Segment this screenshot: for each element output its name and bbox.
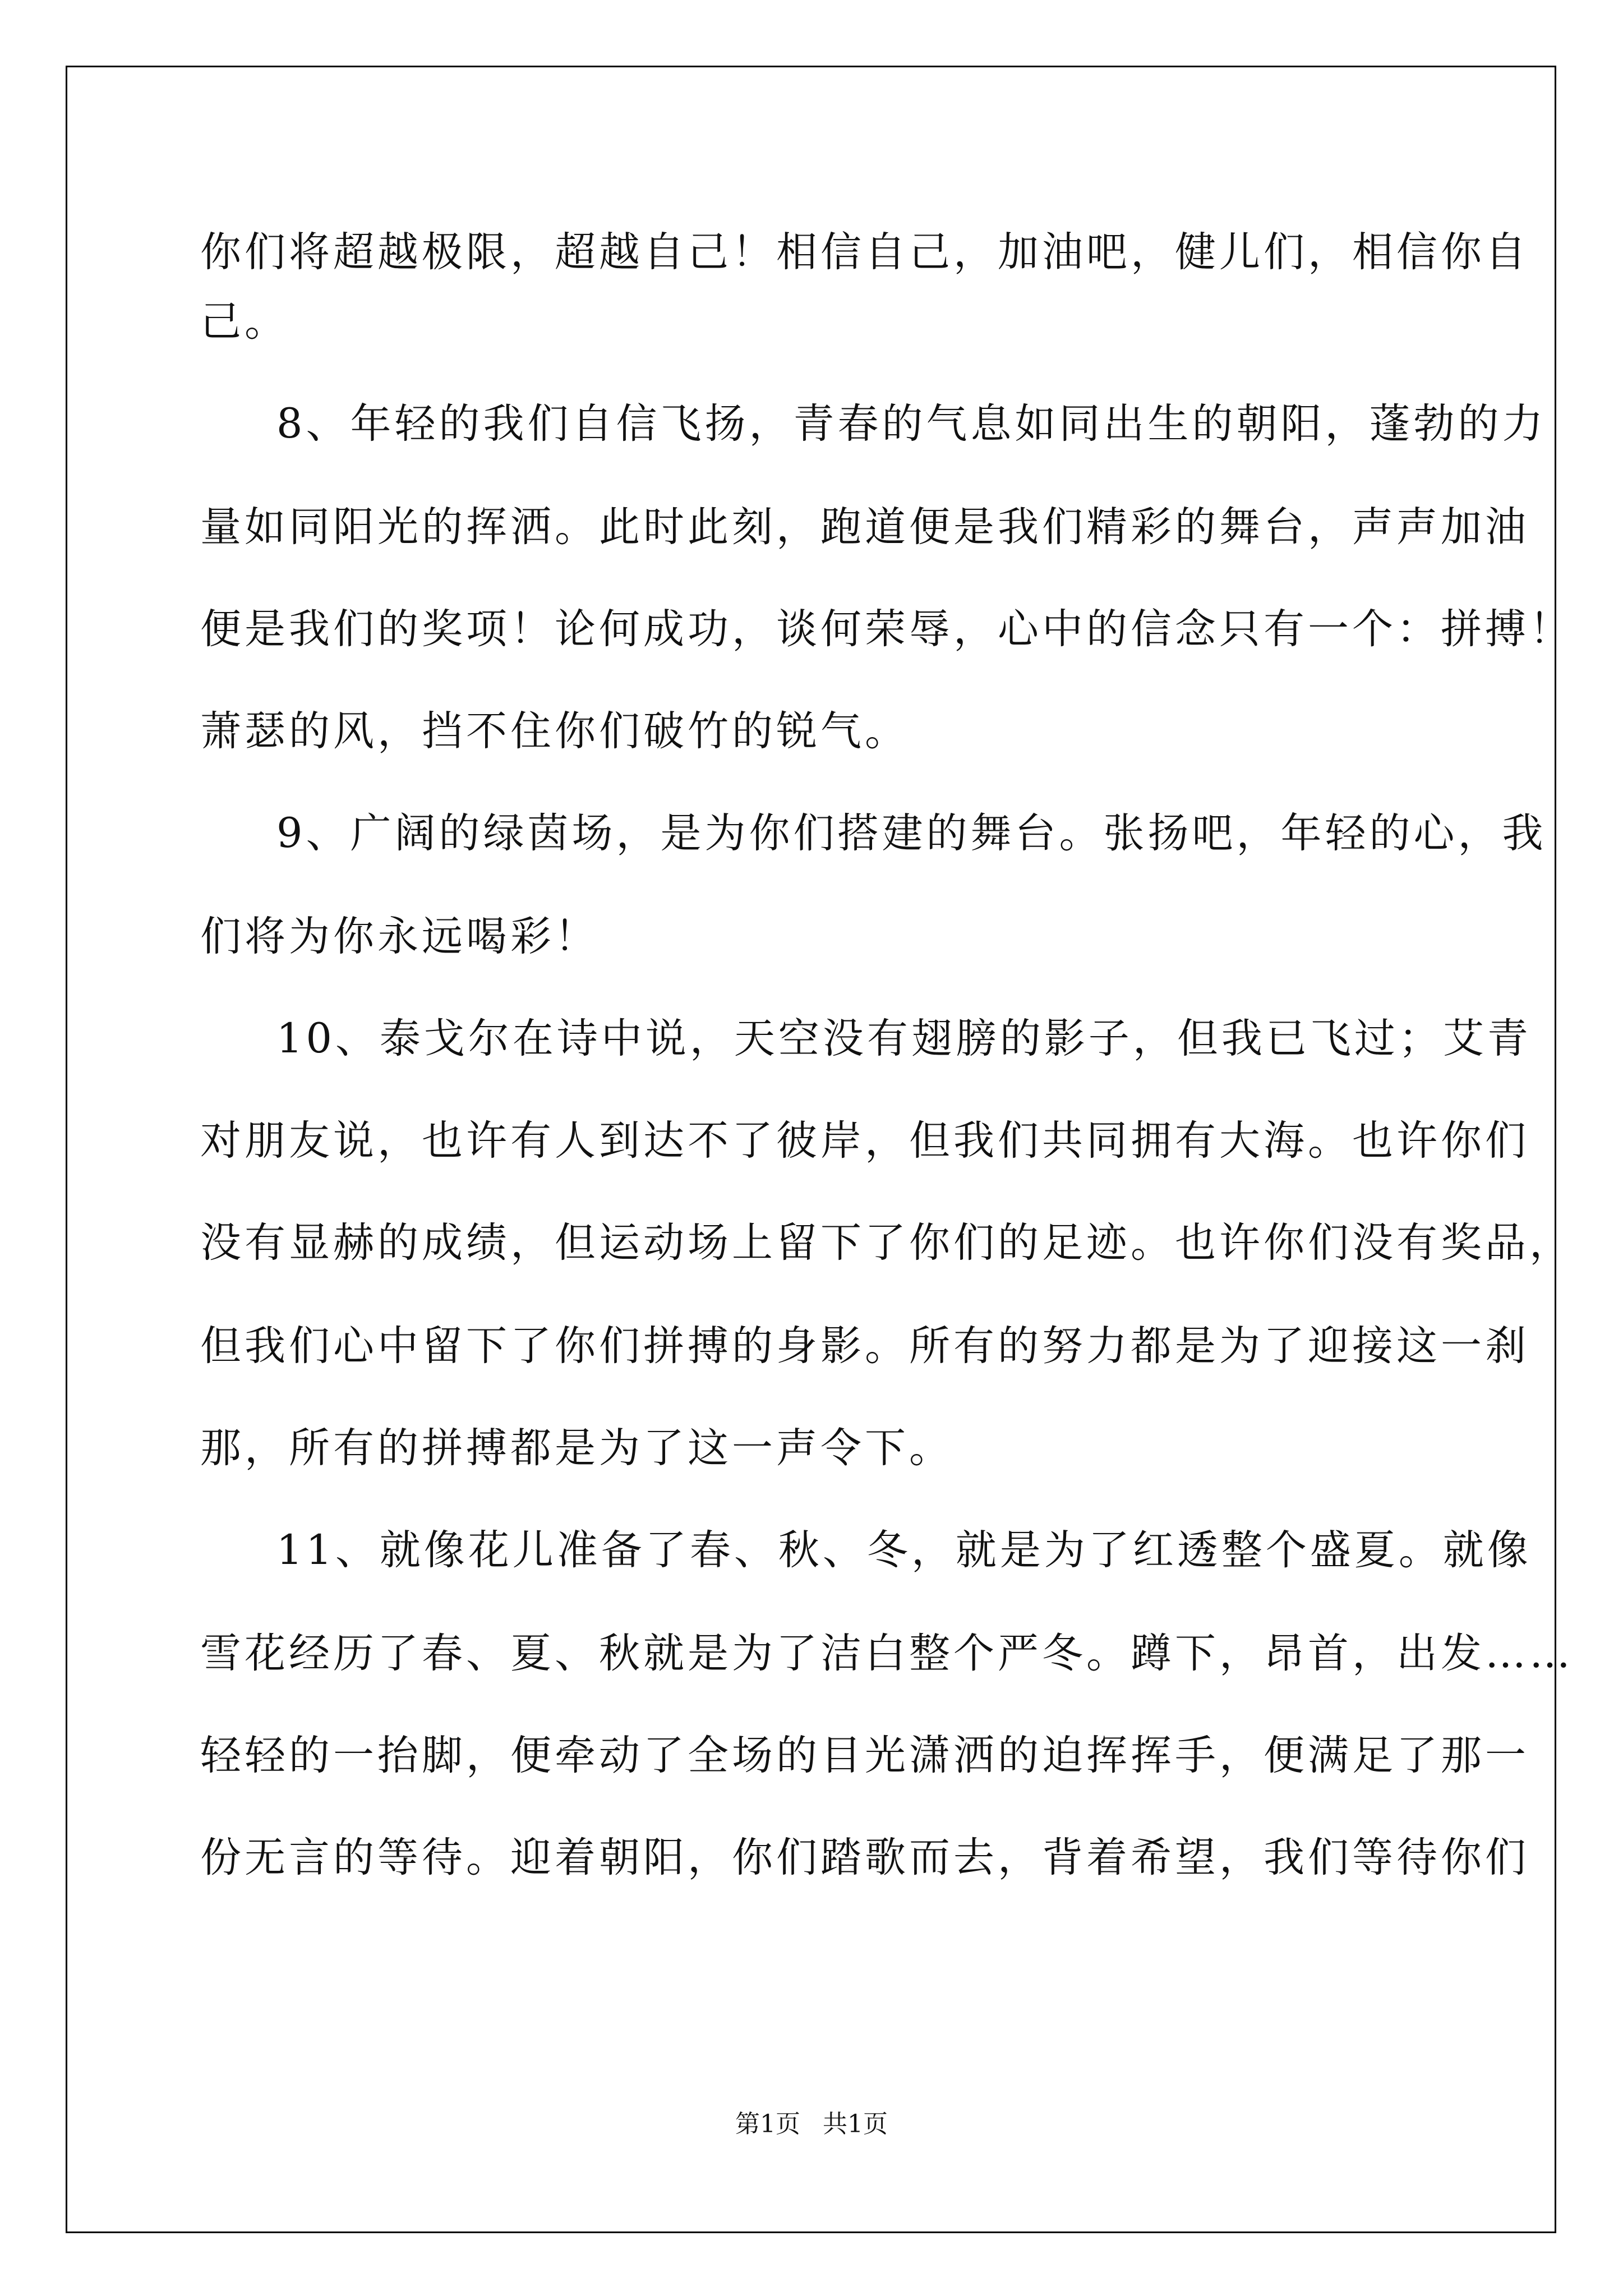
- text-line: 轻轻的一抬脚，便牵动了全场的目光潇洒的迫挥挥手，便满足了那一: [200, 1732, 1529, 1779]
- text-line: 你们将超越极限，超越自己！相信自己，加油吧，健儿们，相信你自: [200, 228, 1529, 276]
- text-line: 们将为你永远喝彩！: [200, 913, 599, 960]
- text-line: 那，所有的拼搏都是为了这一声令下。: [200, 1424, 953, 1472]
- text-line: 萧瑟的风，挡不住你们破竹的锐气。: [200, 707, 909, 755]
- text-line: 对朋友说，也许有人到达不了彼岸，但我们共同拥有大海。也许你们: [200, 1117, 1529, 1165]
- text-line: 便是我们的奖项！论何成功，谈何荣辱，心中的信念只有一个：拼搏！: [200, 605, 1574, 653]
- paragraph-8-first-line: 8、年轻的我们自信飞扬，青春的气息如同出生的朝阳，蓬勃的力: [276, 400, 1547, 448]
- paragraph-10-first-line: 10、泰戈尔在诗中说，天空没有翅膀的影子，但我已飞过；艾青: [276, 1015, 1532, 1062]
- text-line: 雪花经历了春、夏、秋就是为了洁白整个严冬。蹲下，昂首，出发……: [200, 1630, 1574, 1677]
- page-footer: 第1页 共1页: [735, 2110, 888, 2138]
- text-line: 量如同阳光的挥洒。此时此刻，跑道便是我们精彩的舞台，声声加油: [200, 503, 1529, 551]
- text-line: 没有显赫的成绩，但运动场上留下了你们的足迹。也许你们没有奖品，: [200, 1219, 1574, 1267]
- text-line: 份无言的等待。迎着朝阳，你们踏歌而去，背着希望，我们等待你们: [200, 1834, 1529, 1881]
- paragraph-9-first-line: 9、广阔的绿茵场，是为你们搭建的舞台。张扬吧，年轻的心，我: [276, 809, 1547, 857]
- paragraph-11-first-line: 11、就像花儿准备了春、秋、冬，就是为了红透整个盛夏。就像: [276, 1526, 1532, 1574]
- text-line: 但我们心中留下了你们拼搏的身影。所有的努力都是为了迎接这一刹: [200, 1322, 1529, 1370]
- text-line: 己。: [200, 298, 289, 346]
